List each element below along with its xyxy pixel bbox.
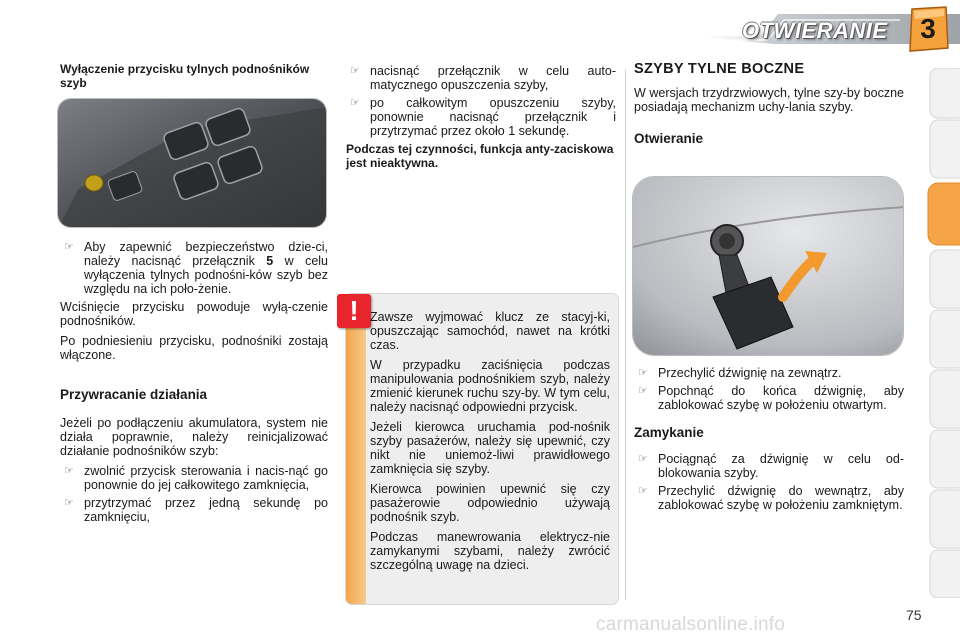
bullet-marker-icon: ☞ [638, 453, 648, 465]
chapter-badge [906, 6, 950, 52]
warning-p3: Jeżeli kierowca uruchamia pod-nośnik szyby pasażerów, należy się upewnić, czy nikt nie uniemoż-liwi prawidłowego zamknięcia się szyby. [370, 420, 610, 476]
bullet-marker-icon: ☞ [638, 485, 648, 497]
section-title-restore: Przywracanie działania [60, 387, 208, 402]
section-title-closing: Zamykanie [634, 425, 704, 440]
bullet-hold-after-open: ☞ po całkowitym opuszczeniu szyby, ponownie nacisnąć przełącznik i przytrzymać przez około 1 sekundę. [350, 96, 616, 138]
bullet-marker-icon: ☞ [638, 385, 648, 397]
warning-accent-bar [346, 294, 366, 604]
warning-p1: Zawsze wyjmować klucz ze stacyj-ki, opuszczając samochód, nawet na krótki czas. [370, 310, 610, 352]
note-antipinch-inactive: Podczas tej czynności, funkcja anty-zaciskowa jest nieaktywna. [346, 142, 614, 170]
chapter-number: 3 [920, 13, 936, 44]
warning-text [370, 310, 610, 578]
bullet-auto-open: ☞ nacisnąć przełącznik w celu auto-matycznego opuszczenia szyby, [350, 64, 616, 92]
bullet-tilt-out: ☞ Przechylić dźwignię na zewnątrz. [638, 366, 842, 380]
chapter-tabs [926, 68, 960, 598]
para-rear-windows-intro: W wersjach trzydrzwiowych, tylne szy-by boczne posiadają mechanizm uchy-lania szyby. [634, 86, 904, 114]
para-press-effect: Wciśnięcie przycisku powoduje wyłą-czenie podnośników. [60, 300, 328, 328]
bullet-release-switch: ☞ zwolnić przycisk sterowania i nacis-nąć go ponownie do jej całkowitego zamknięcia, [64, 464, 328, 492]
heading-rear-window-lock: Wyłączenie przycisku tylnych podnośników szyb [60, 62, 310, 90]
bullet-disable-switch: ☞ Aby zapewnić bezpieczeństwo dzie-ci, należy nacisnąć przełącznik 5 w celu wyłączenia tylnych podnośni-ków szyb bez względu na ich poło-żenie. [64, 240, 328, 296]
bullet-hold-second: ☞ przytrzymać przez jedną sekundę po zamknięciu, [64, 496, 328, 524]
photo-window-latch [632, 176, 904, 356]
para-reinit: Jeżeli po podłączeniu akumulatora, system nie działa poprawnie, należy reinicjalizować działanie podnośników szyb: [60, 416, 328, 458]
para-release-effect: Po podniesieniu przycisku, podnośniki zostają włączone. [60, 334, 328, 362]
section-title-opening: Otwieranie [634, 131, 704, 146]
chapter-title: OTWIERANIE [742, 18, 888, 43]
bullet-tilt-in-lock: ☞ Przechylić dźwignię do wewnątrz, aby zablokować szybę w położeniu zamkniętym. [638, 484, 904, 512]
warning-p4: Kierowca powinien upewnić się czy pasażerowie odpowiednio używają podnośnik szyb. [370, 482, 610, 524]
switch-number: 5 [266, 254, 274, 268]
bullet-marker-icon: ☞ [350, 65, 360, 77]
bullet-marker-icon: ☞ [350, 97, 360, 109]
watermark: carmanualsonline.info [596, 614, 786, 635]
column-divider [625, 70, 626, 600]
window-latch-image [633, 177, 904, 356]
warning-exclamation-icon: ! [337, 294, 371, 328]
bullet-marker-icon: ☞ [64, 465, 74, 477]
bullet-push-lock-open: ☞ Popchnąć do końca dźwignię, aby zablokować szybę w położeniu otwartym. [638, 384, 904, 412]
warning-p2: W przypadku zaciśnięcia podczas manipulowania podnośnikiem szyb, należy zmienić kierunek ruchu szy-by. W tym celu, należy nacisnąć odpowiedni przycisk. [370, 358, 610, 414]
bullet-marker-icon: ☞ [638, 367, 648, 379]
page-number: 75 [906, 607, 922, 623]
section-title-rear-windows: SZYBY TYLNE BOCZNE [634, 61, 805, 77]
photo-window-switches [57, 98, 327, 228]
bullet-marker-icon: ☞ [64, 497, 74, 509]
warning-p5: Podczas manewrowania elektrycz-nie zamykanymi szybami, należy zwrócić szczególną uwagę na dzieci. [370, 530, 610, 572]
bullet-pull-unlock: ☞ Pociągnąć za dźwignię w celu od-blokowania szyby. [638, 452, 904, 480]
window-switch-panel-image [58, 99, 327, 228]
bullet-marker-icon: ☞ [64, 241, 74, 253]
